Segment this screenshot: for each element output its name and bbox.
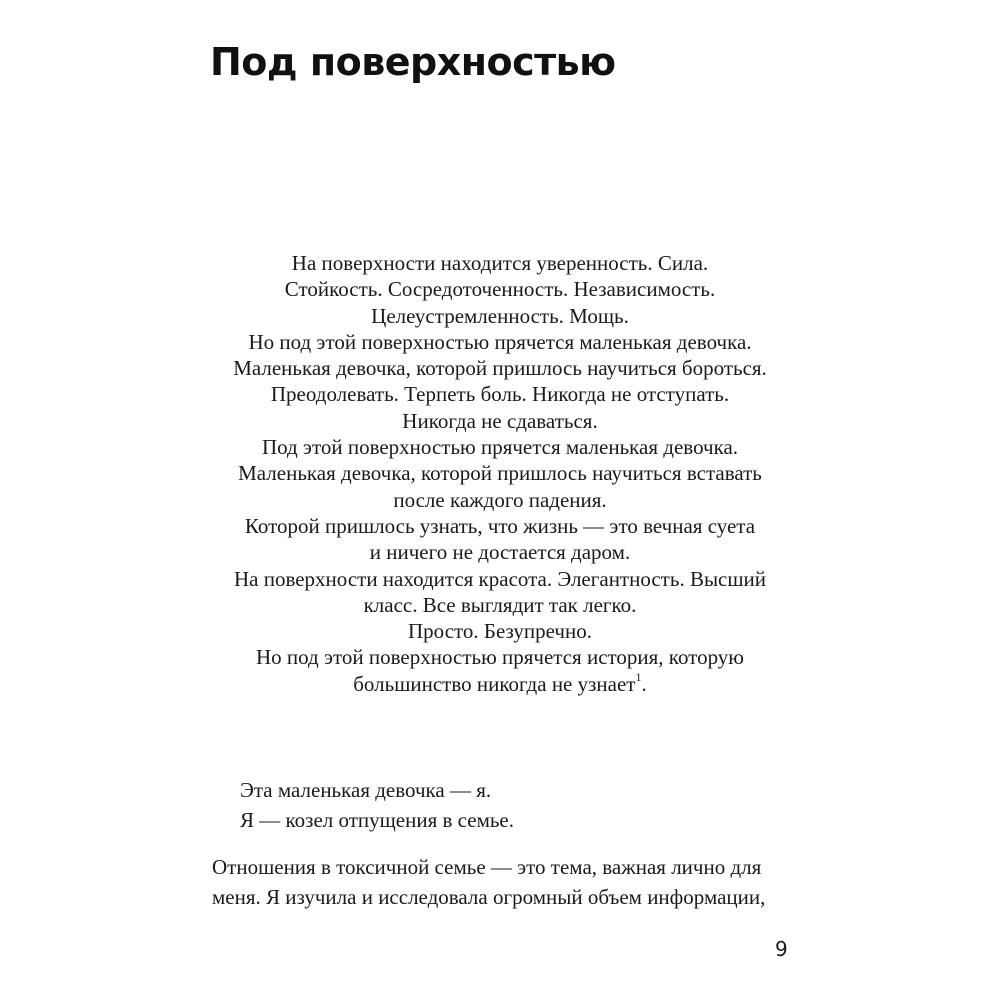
footnote-marker[interactable]: 1	[635, 669, 642, 684]
poem-line: Маленькая девочка, которой пришлось научиться бороться.	[233, 356, 767, 381]
poem-last-line	[200, 671, 800, 697]
poem-line: Никогда не сдаваться.	[402, 408, 598, 433]
poem-line: Преодолевать. Терпеть боль. Никогда не отступать.	[270, 382, 730, 407]
paragraph-line: меня. Я изучила и исследовала огромный объем информации,	[212, 885, 766, 909]
poem-line: после каждого падения.	[393, 487, 607, 512]
poem-line: Под этой поверхностью прячется маленькая девочка.	[261, 435, 739, 460]
poem-line: Но под этой поверхностью прячется маленькая девочка.	[248, 329, 752, 354]
stanza-line: Эта маленькая девочка — я.	[240, 778, 492, 802]
poem-line: Но под этой поверхностью прячется история, которую	[256, 645, 744, 670]
body-paragraph	[212, 852, 802, 912]
poem-final-punctuation: .	[641, 671, 647, 696]
paragraph-line: Отношения в токсичной семье — это тема, важная лично для	[212, 855, 762, 879]
page-number: 9	[775, 937, 788, 961]
chapter-title: Под поверхностью	[210, 40, 616, 84]
poem-line: На поверхности находится уверенность. Сила.	[291, 251, 709, 275]
poem-line: Стойкость. Сосредоточенность. Независимость.	[284, 277, 716, 302]
poem-line: Которой пришлось узнать, что жизнь — это вечная суета	[244, 513, 756, 538]
poem-last-line-text: большинство никогда не узнает	[353, 671, 636, 696]
poem-line: Целеустремленность. Мощь.	[371, 303, 629, 328]
author-stanza	[240, 775, 514, 835]
poem-line: На поверхности находится красота. Элегантность. Высший	[233, 566, 767, 591]
stanza-line: Я — козел отпущения в семье.	[240, 808, 515, 832]
poem-line: класс. Все выглядит так легко.	[363, 592, 637, 617]
poem-line: и ничего не достается даром.	[369, 540, 631, 565]
poem-line: Просто. Безупречно.	[408, 619, 592, 644]
epigraph-poem	[200, 250, 800, 697]
poem-line: Маленькая девочка, которой пришлось научиться вставать	[238, 461, 762, 486]
